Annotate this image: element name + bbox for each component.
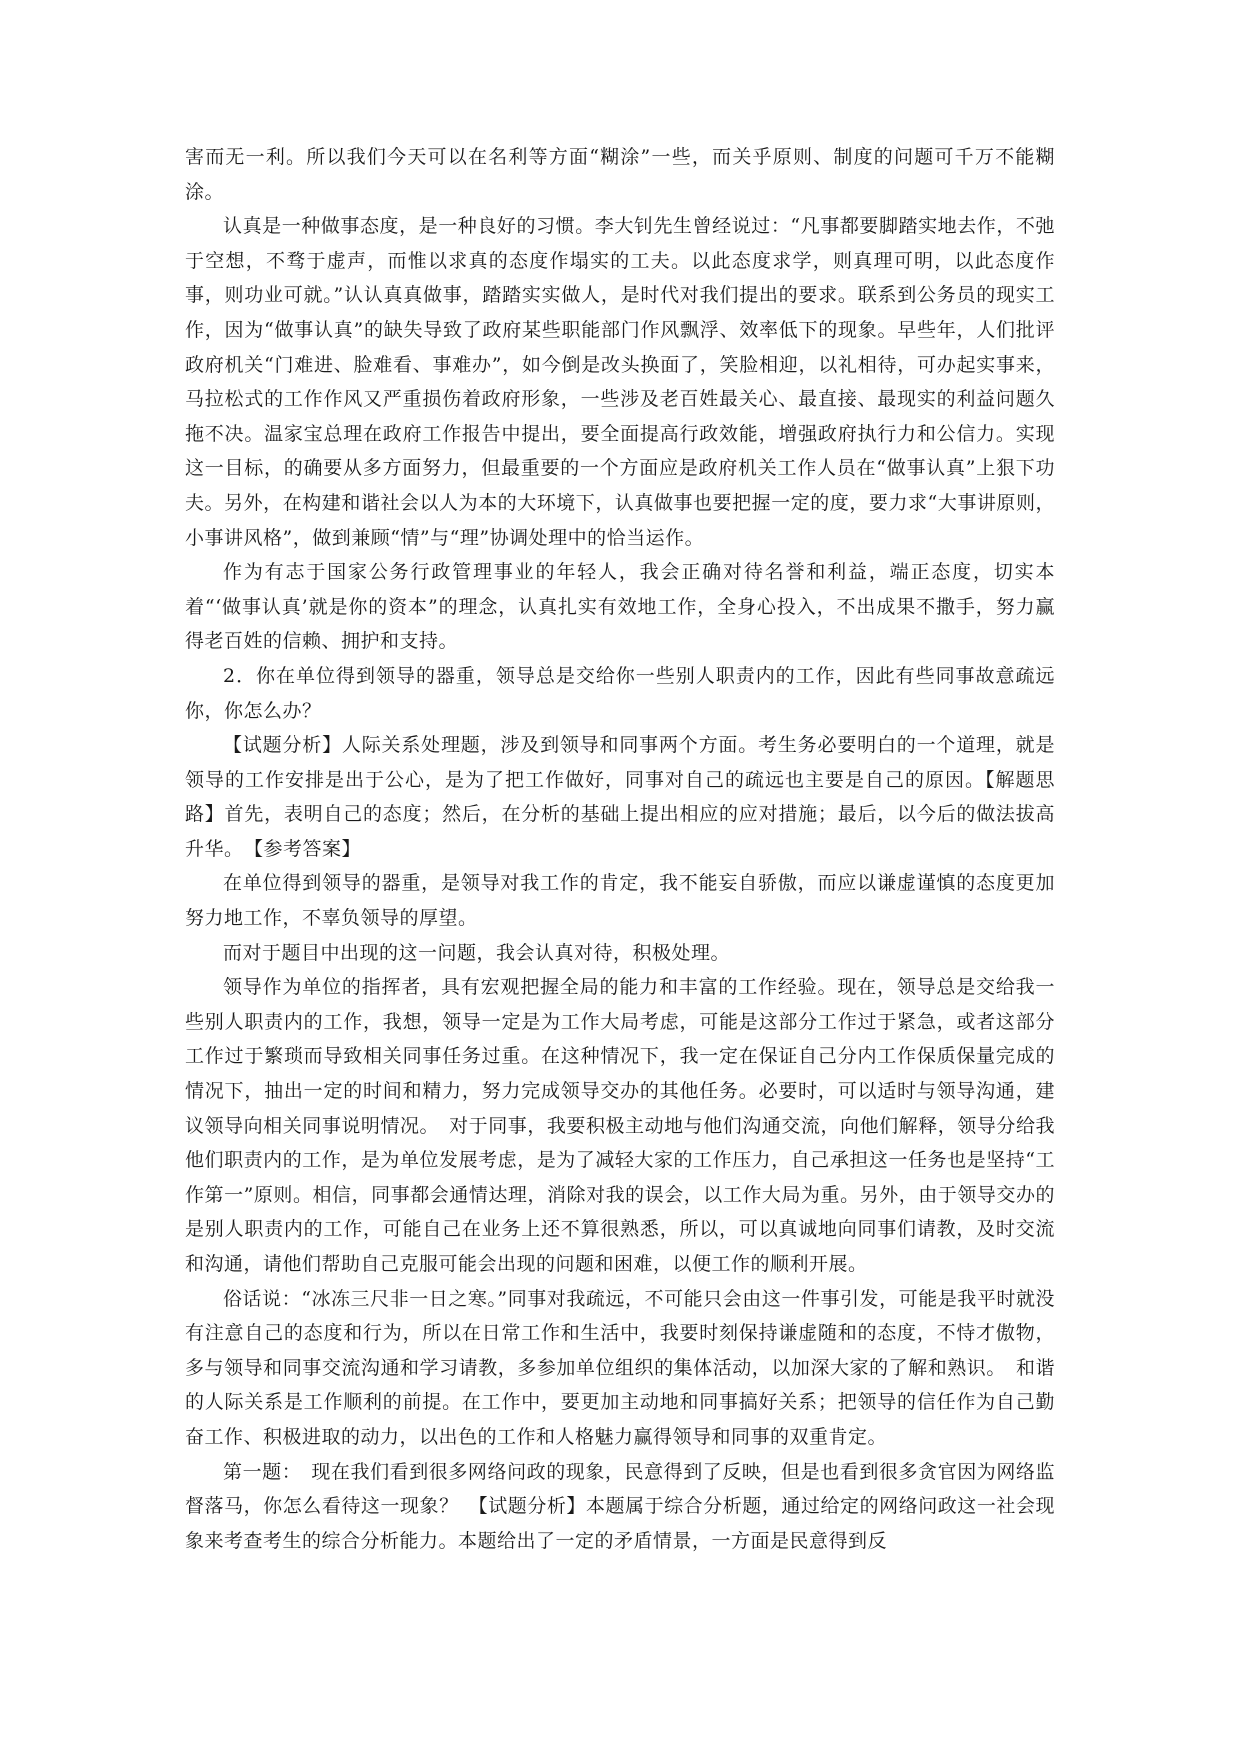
paragraph: 在单位得到领导的器重，是领导对我工作的肯定，我不能妄自骄傲，而应以谦虚谨慎的态度更加努力地工作，不辜负领导的厚望。 <box>185 872 1055 930</box>
paragraph: 而对于题目中出现的这一问题，我会认真对待，积极处理。 <box>223 941 731 964</box>
paragraph: 认真是一种做事态度，是一种良好的习惯。李大钊先生曾经说过：“凡事都要脚踏实地去作，不弛于空想，不骛于虚声，而惟以求真的态度作塌实的工夫。以此态度求学，则真理可明，以此态度作事，则功业可就。”认认真真做事，踏踏实实做人，是时代对我们提出的要求。联系到公务员的现实工作，因为“做事认真”的缺失导致了政府某些职能部门作风飘浮、效率低下的现象。早些年，人们批评政府机关“门难进、脸难看、事难办”，如今倒是改头换面了，笑脸相迎，以礼相待，可办起实事来，马拉松式的工作作风又严重损伤着政府形象，一些涉及老百姓最关心、最直接、最现实的利益问题久拖不决。温家宝总理在政府工作报告中提出，要全面提高行政效能，增强政府执行力和公信力。实现这一目标，的确要从多方面努力，但最重要的一个方面应是政府机关工作人员在“做事认真”上狠下功夫。另外，在构建和谐社会以人为本的大环境下，认真做事也要把握一定的度，要力求“大事讲原则，小事讲风格”，做到兼顾“情”与“理”协调处理中的恰当运作。 <box>185 215 1055 549</box>
paragraph: 害而无一利。所以我们今天可以在名利等方面“糊涂”一些，而关乎原则、制度的问题可千万不能糊涂。 <box>185 146 1055 203</box>
paragraph: 作为有志于国家公务行政管理事业的年轻人，我会正确对待名誉和利益，端正态度，切实本着“‘做事认真’就是你的资本”的理念，认真扎实有效地工作，全身心投入，不出成果不撒手，努力赢得老百姓的信赖、拥护和支持。 <box>185 561 1055 653</box>
question-paragraph: 2．你在单位得到领导的器重，领导总是交给你一些别人职责内的工作，因此有些同事故意疏远你，你怎么办？ <box>185 664 1055 722</box>
analysis-paragraph: 【试题分析】人际关系处理题，涉及到领导和同事两个方面。考生务必要明白的一个道理，就是领导的工作安排是出于公心，是为了把工作做好，同事对自己的疏远也主要是自己的原因。【解题思路】首先，表明自己的态度；然后，在分析的基础上提出相应的应对措施；最后，以今后的做法拔高升华。 【参考答案】 <box>185 734 1055 860</box>
question-paragraph: 第一题： 现在我们看到很多网络问政的现象，民意得到了反映，但是也看到很多贪官因为网络监督落马，你怎么看待这一现象？ 【试题分析】本题属于综合分析题，通过给定的网络问政这一社会现象来考查考生的综合分析能力。本题给出了一定的矛盾情景，一方面是民意得到反 <box>185 1460 1055 1552</box>
paragraph: 领导作为单位的指挥者，具有宏观把握全局的能力和丰富的工作经验。现在，领导总是交给我一些别人职责内的工作，我想，领导一定是为工作大局考虑，可能是这部分工作过于紧急，或者这部分工作过于繁琐而导致相关同事任务过重。在这种情况下，我一定在保证自己分内工作保质保量完成的情况下，抽出一定的时间和精力，努力完成领导交办的其他任务。必要时，可以适时与领导沟通，建议领导向相关同事说明情况。 对于同事，我要积极主动地与他们沟通交流，向他们解释，领导分给我他们职责内的工作，是为单位发展考虑，是为了减轻大家的工作压力，自己承担这一任务也是坚持“工作第一”原则。相信，同事都会通情达理，消除对我的误会，以工作大局为重。另外，由于领导交办的是别人职责内的工作，可能自己在业务上还不算很熟悉，所以，可以真诚地向同事们请教，及时交流和沟通，请他们帮助自己克服可能会出现的问题和困难，以便工作的顺利开展。 <box>185 976 1055 1275</box>
paragraph: 俗话说：“冰冻三尺非一日之寒。”同事对我疏远，不可能只会由这一件事引发，可能是我平时就没有注意自己的态度和行为，所以在日常工作和生活中，我要时刻保持谦虚随和的态度，不恃才傲物，多与领导和同事交流沟通和学习请教，多参加单位组织的集体活动，以加深大家的了解和熟识。 和谐的人际关系是工作顺利的前提。在工作中，要更加主动地和同事搞好关系；把领导的信任作为自己勤奋工作、积极进取的动力，以出色的工作和人格魅力赢得领导和同事的双重肯定。 <box>185 1287 1055 1448</box>
document-body <box>185 140 1055 1558</box>
